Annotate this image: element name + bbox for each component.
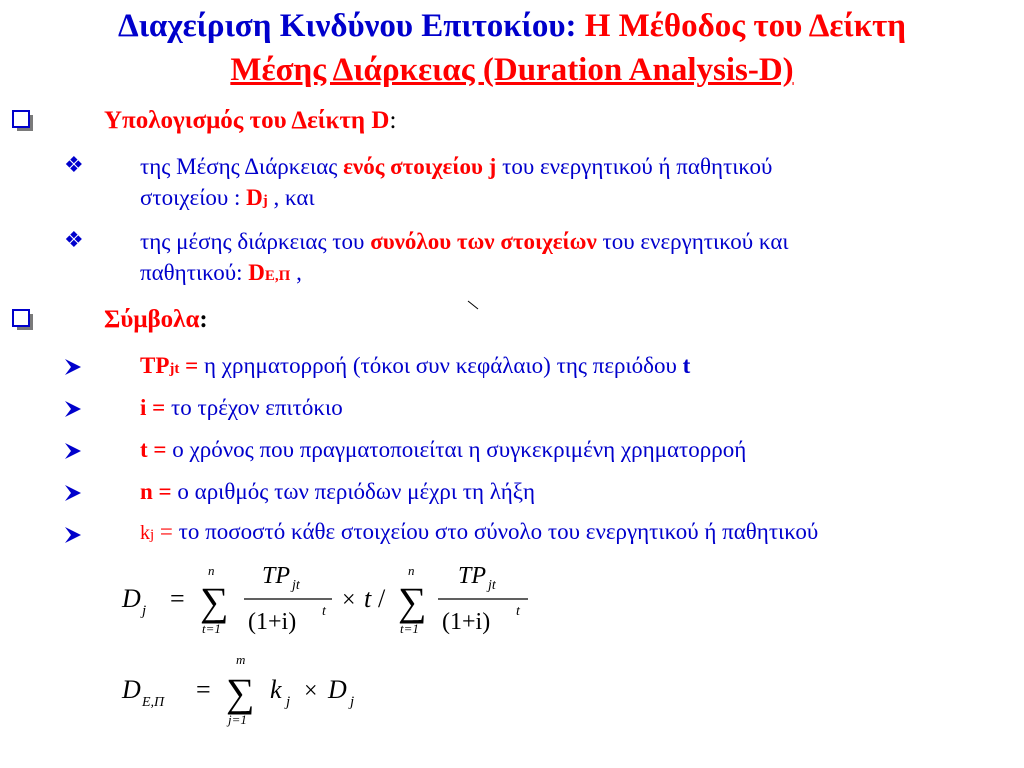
title-highlight: Η Μέθοδος του Δείκτη — [584, 8, 906, 44]
slide-title — [0, 4, 1024, 92]
formula2-d: D — [328, 675, 347, 704]
diamond-cluster-icon: ❖ — [64, 227, 84, 252]
arrowhead-icon — [62, 482, 84, 504]
symbol-item-k: kj = το ποσοστό κάθε στοιχείου στο σύνολο του ενεργητικού ή παθητικού — [140, 519, 819, 544]
arrowhead-icon — [62, 440, 84, 462]
hollow-square-icon — [10, 307, 36, 333]
formula2-d-sub: j — [350, 694, 355, 710]
symbol-item-tp: TPjt = η χρηματορροή (τόκοι συν κεφάλαιο) της περιόδου t — [140, 353, 691, 378]
formula2-times: × — [304, 678, 318, 704]
formula1-t: t — [364, 584, 372, 613]
formula1-num2: TP — [458, 563, 487, 589]
symbol-item-t: t = ο χρόνος που πραγματοποιείται η συγκεκριμένη χρηματορροή — [140, 437, 747, 462]
hollow-square-icon — [10, 108, 36, 134]
arrowhead-icon — [62, 356, 84, 378]
formula1-slash: / — [378, 584, 386, 613]
sigma-icon: ∑ — [226, 670, 255, 715]
formula2-equals: = — [196, 675, 211, 704]
formula1-lhs: D — [122, 584, 141, 613]
formula1-lhs-sub: j — [142, 603, 147, 619]
formula2-k-sub: j — [286, 694, 291, 710]
arrowhead-icon — [62, 398, 84, 420]
formula1-sum1-top: n — [208, 563, 215, 578]
formula2-k: k — [270, 675, 282, 704]
list-item: της Μέσης Διάρκειας ενός στοιχείου j του ενεργητικού ή παθητικού στοιχείου : Dj , και — [140, 154, 773, 210]
formula1-num2-sub: jt — [488, 578, 496, 593]
formula1-den1-exp: t — [322, 604, 326, 619]
formula2-sum-top: m — [236, 652, 246, 667]
formula2-sum-bot: j=1 — [228, 712, 247, 727]
section-heading-symbols: Σύμβολα: — [104, 306, 208, 333]
formula-duration-portfolio — [110, 648, 410, 733]
formula1-den2-exp: t — [516, 604, 520, 619]
sigma-icon: ∑ — [200, 579, 229, 624]
title-line-2: Μέσης Διάρκειας (Duration Analysis-D) — [230, 52, 794, 88]
formula1-sum2-bot: t=1 — [400, 621, 419, 636]
formula1-num1: TP — [262, 563, 291, 589]
formula1-times: × — [342, 587, 356, 613]
formula-duration-single — [110, 555, 550, 645]
symbol-item-i: i = το τρέχον επιτόκιο — [140, 395, 343, 420]
formula1-sum2-top: n — [408, 563, 415, 578]
diamond-cluster-icon: ❖ — [64, 152, 84, 177]
formula1-den2: (1+i) — [442, 609, 491, 635]
formula1-equals: = — [170, 584, 185, 613]
formula2-lhs: D — [122, 675, 141, 704]
formula1-sum1-bot: t=1 — [202, 621, 221, 636]
formula2-lhs-sub: E,Π — [142, 695, 165, 710]
title-line-1: Διαχείριση Κινδύνου Επιτοκίου: Η Μέθοδος του Δείκτη — [118, 8, 906, 44]
formula1-num1-sub: jt — [292, 578, 300, 593]
section-heading-calculation: Υπολογισμός του Δείκτη D: — [104, 107, 397, 134]
arrowhead-icon — [62, 524, 84, 546]
list-item: της μέσης διάρκειας του συνόλου των στοιχείων του ενεργητικού και παθητικού: DΕ,Π , — [140, 229, 789, 285]
stray-mark — [467, 300, 479, 310]
symbol-item-n: n = ο αριθμός των περιόδων μέχρι τη λήξη — [140, 479, 536, 504]
sigma-icon: ∑ — [398, 579, 427, 624]
formula1-den1: (1+i) — [248, 609, 297, 635]
